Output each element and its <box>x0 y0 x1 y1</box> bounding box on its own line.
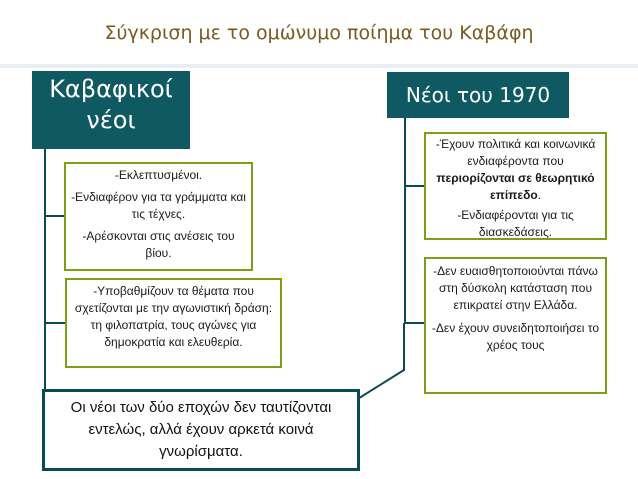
left-box-traits <box>64 162 253 271</box>
conclusion-link-line <box>356 370 404 400</box>
right-awareness-2: -Δεν έχουν συνειδητοποιήσει το χρέος τους <box>431 321 600 352</box>
right-header-box: Νέοι του 1970 <box>387 72 569 118</box>
left-header-line1: Καβαφικοί <box>49 75 173 103</box>
left-trait-3: -Αρέσκονται στις ανέσεις του βίου. <box>82 229 235 260</box>
right-interest-1-bold: περιορίζονται σε θεωρητικό επίπεδο <box>436 171 595 202</box>
conclusion-end: . <box>238 443 243 460</box>
right-connector-1 <box>404 185 424 187</box>
right-interest-2: -Ενδιαφέρονται για τις διασκεδάσεις. <box>457 208 574 239</box>
right-box-awareness <box>424 257 607 394</box>
right-interest-1-text: -Έχουν πολιτικά και κοινωνικά ενδιαφέροντα που <box>435 137 596 168</box>
title-divider <box>0 64 638 68</box>
conclusion-text: Οι νέοι των δύο εποχών δεν ταυτίζονται εντελώς, αλλά έχουν αρκετά κοινά γνωρίσματα <box>70 399 332 460</box>
left-header-box <box>32 71 190 149</box>
right-interest-1-end: . <box>537 188 542 202</box>
left-trait-2: -Ενδιαφέρον για τα γράμματα και τις τέχνες. <box>71 190 246 221</box>
conclusion-box <box>42 389 360 471</box>
right-box-interests <box>424 132 607 240</box>
left-box-neglect <box>65 278 282 368</box>
left-header-line2: νέοι <box>86 106 136 134</box>
right-awareness-1: -Δεν ευαισθητοποιούνται πάνω στη δύσκολη κατάσταση που επικρατεί στην Ελλάδα. <box>433 264 598 312</box>
left-neglect-text: -Υποβαθμίζουν τα θέματα που σχετίζονται με την αγωνιστική δράση: τη φιλοπατρία, τους αγώνες για δημοκρατία και ελευθερία. <box>74 284 273 349</box>
left-connector-2 <box>44 322 65 324</box>
right-connector-2 <box>404 322 424 324</box>
slide-title: Σύγκριση με το ομώνυμο ποίημα του Καβάφη <box>104 22 534 44</box>
left-trunk-line <box>44 149 46 396</box>
right-interest-1 <box>430 136 601 204</box>
left-trait-1: -Εκλεπτυσμένοι. <box>114 168 203 182</box>
right-trunk-line <box>404 118 406 324</box>
left-connector-1 <box>44 215 64 217</box>
